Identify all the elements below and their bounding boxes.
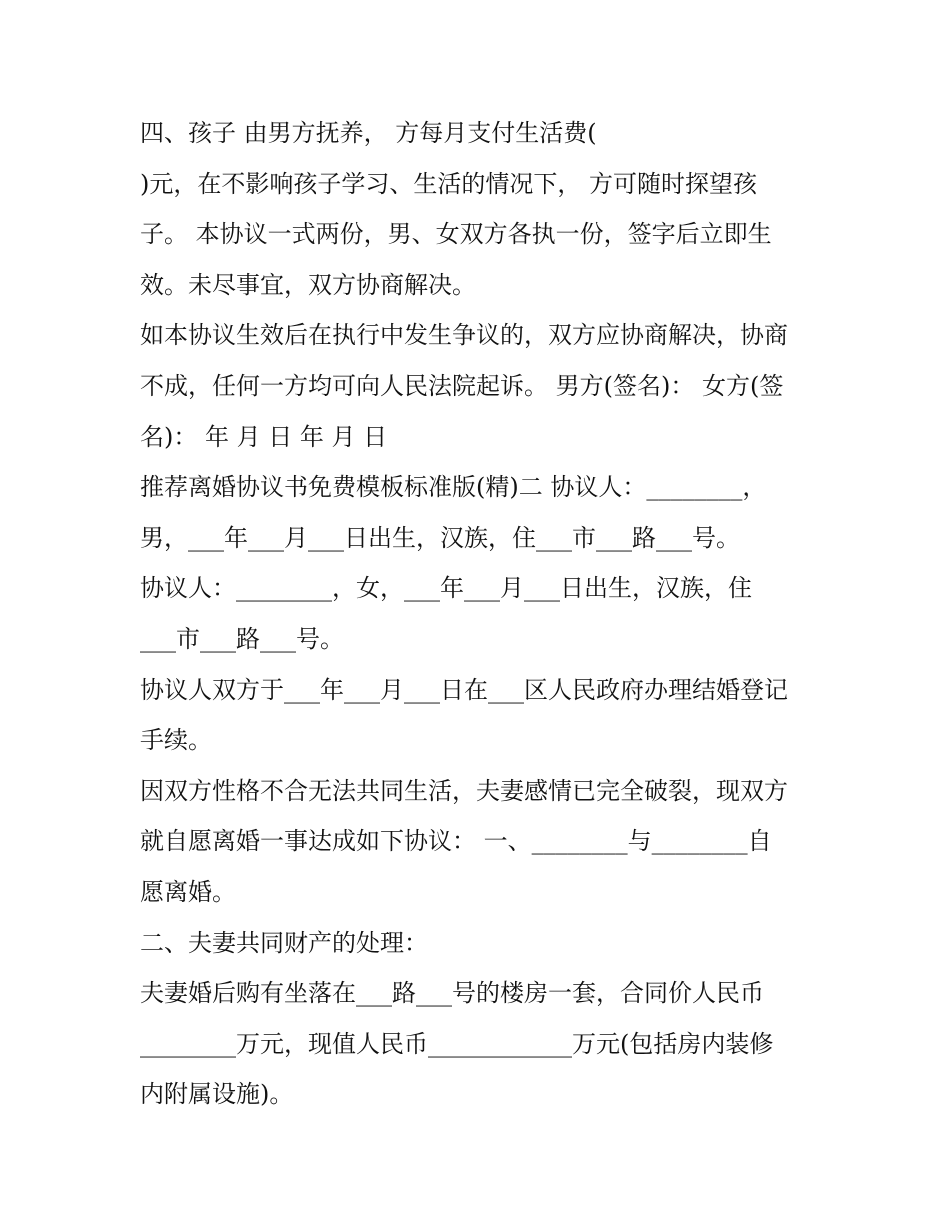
text-line: 不成，任何一方均可向人民法院起诉。 男方(签名)： 女方(签 [140, 371, 784, 400]
text-line: 手续。 [140, 726, 212, 755]
text-line: 男，___年___月___日出生，汉族，住___市___路___号。 [140, 523, 740, 552]
text-line: 效。未尽事宜，双方协商解决。 [140, 270, 476, 299]
text-line: 如本协议生效后在执行中发生争议的，双方应协商解决，协商 [140, 321, 788, 350]
text-line: 二、夫妻共同财产的处理： [140, 928, 428, 957]
text-line: 协议人：________，女，___年___月___日出生，汉族，住 [140, 574, 752, 603]
text-line: ___市___路___号。 [140, 624, 344, 653]
text-line: 就自愿离婚一事达成如下协议： 一、________与________自 [140, 827, 772, 856]
text-line: )元，在不影响孩子学习、生活的情况下， 方可随时探望孩 [140, 169, 757, 198]
text-line: 名)： 年 月 日 年 月 日 [140, 422, 388, 451]
text-line: 内附属设施)。 [140, 1080, 294, 1109]
text-line: 愿离婚。 [140, 877, 236, 906]
document-body [140, 108, 820, 1120]
text-line: ________万元，现值人民币____________万元(包括房内装修 [140, 1029, 774, 1058]
text-line: 推荐离婚协议书免费模板标准版(精)二 协议人：________， [140, 473, 767, 502]
text-line: 因双方性格不合无法共同生活，夫妻感情已完全破裂，现双方 [140, 776, 788, 805]
text-line: 协议人双方于___年___月___日在___区人民政府办理结婚登记 [140, 675, 788, 704]
text-line: 四、孩子 由男方抚养， 方每月支付生活费( [140, 119, 597, 147]
text-line: 夫妻婚后购有坐落在___路___号的楼房一套，合同价人民币 [140, 979, 764, 1008]
text-line: 子。 本协议一式两份，男、女双方各执一份，签字后立即生 [140, 220, 772, 249]
